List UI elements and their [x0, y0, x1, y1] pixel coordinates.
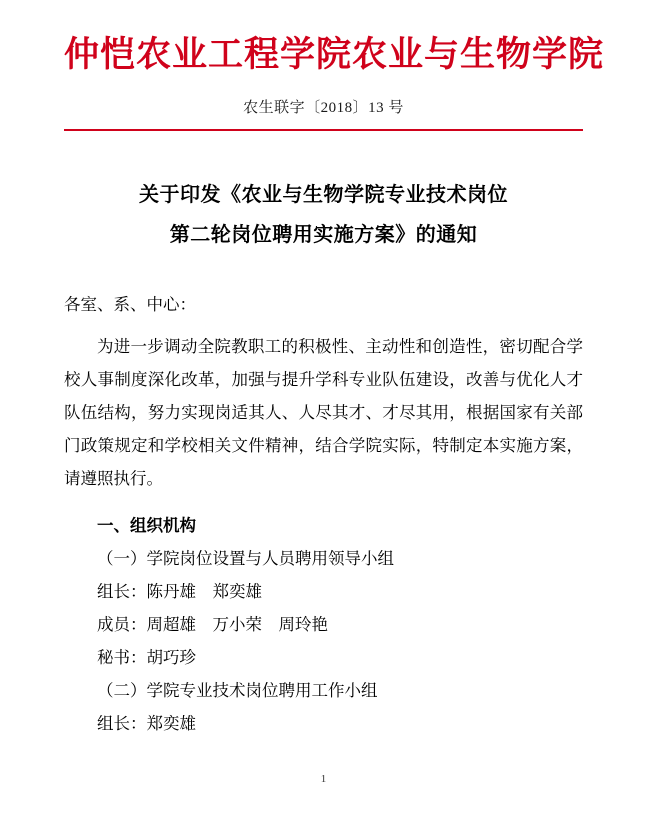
organization-title: 仲恺农业工程学院农业与生物学院 — [64, 35, 605, 74]
list-item: 组长：陈丹雄 郑奕雄 — [97, 582, 262, 602]
list-item: 成员：周超雄 万小荣 周玲艳 — [97, 615, 328, 635]
document-number: 农生联字〔2018〕13 号 — [243, 100, 404, 116]
list-item: 秘书：胡巧珍 — [97, 648, 196, 668]
subject-line-1: 关于印发《农业与生物学院专业技术岗位 — [139, 184, 508, 206]
document-header — [64, 0, 605, 131]
header-divider-rule — [64, 129, 583, 131]
list-item: （二）学院专业技术岗位聘用工作小组 — [97, 681, 378, 701]
list-item: 组长：郑奕雄 — [97, 714, 196, 734]
salutation: 各室、系、中心： — [64, 295, 196, 314]
body-paragraph: 为进一步调动全院教职工的积极性、主动性和创造性，密切配合学校人事制度深化改革，加强与提升学科专业队伍建设，改善与优化人才队伍结构，努力实现岗适其人、人尽其才、才尽其用，根据国家有关部门政策规定和学校相关文件精神，结合学院实际，特制定本实施方案，请遵照执行。 — [64, 337, 583, 489]
subject-line-2: 第二轮岗位聘用实施方案》的通知 — [169, 224, 478, 246]
document-subject — [64, 175, 583, 255]
page-number: 1 — [320, 773, 327, 785]
list-item: （一）学院岗位设置与人员聘用领导小组 — [97, 549, 394, 569]
section-heading-organization: 一、组织机构 — [97, 516, 196, 536]
